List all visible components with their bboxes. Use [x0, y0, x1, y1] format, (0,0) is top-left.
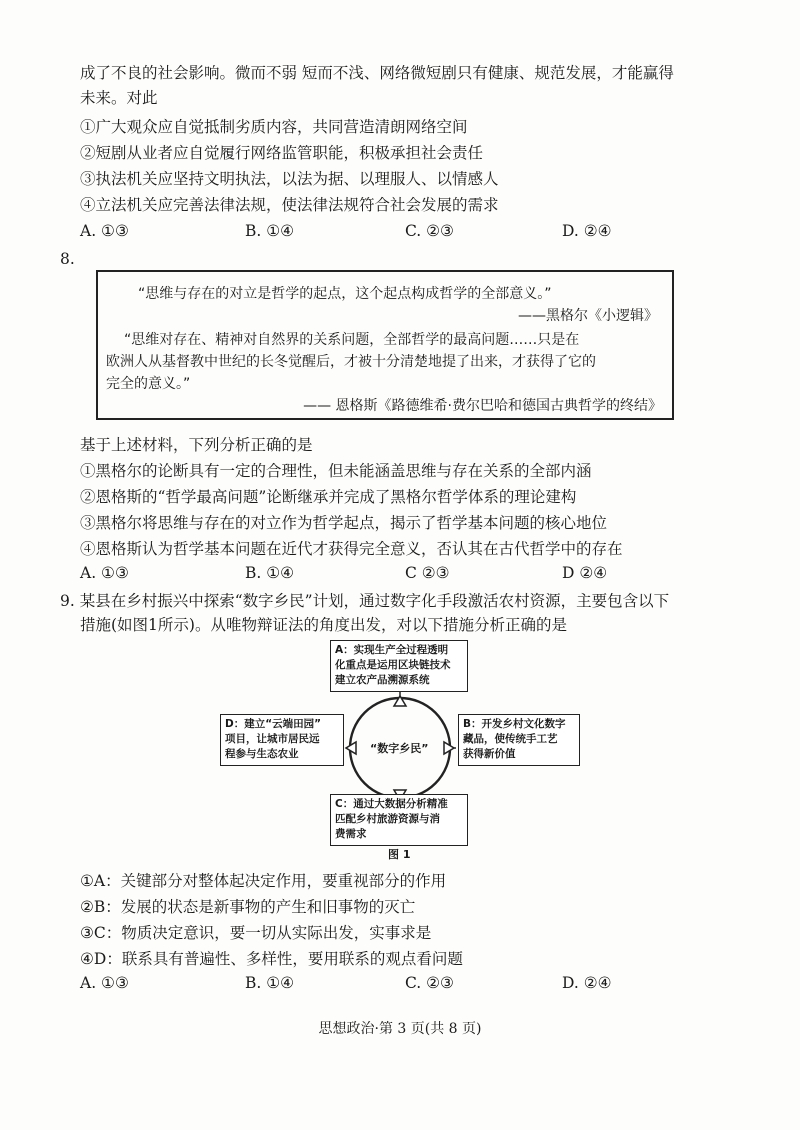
- q8-option-d: D ②④: [562, 564, 608, 582]
- q8-quote-2-line-3: 完全的意义。”: [106, 376, 191, 392]
- q8-source-2: —— 恩格斯《路德维希·费尔巴哈和德国古典哲学的终结》: [303, 398, 662, 414]
- box-a-line-1: A：实现生产全过程透明: [335, 644, 449, 656]
- box-d-line-3: 程参与生态农业: [225, 748, 299, 760]
- box-b-line-3: 获得新价值: [463, 748, 516, 760]
- q9-stem-line-2: 措施(如图1所示)。从唯物辩证法的角度出发，对以下措施分析正确的是: [80, 616, 567, 634]
- q8-option-a: A. ①③: [80, 564, 129, 582]
- q9-option-a: A. ①③: [80, 974, 129, 992]
- box-d-line-2: 项目，让城市居民远: [225, 733, 320, 745]
- q7-statement-1: ①广大观众应自觉抵制劣质内容，共同营造清朗网络空间: [80, 118, 468, 136]
- box-b-line-2: 藏品，使传统手工艺: [463, 733, 558, 745]
- q7-line-2: 未来。对此: [80, 89, 158, 107]
- q8-source-1: ——黑格尔《小逻辑》: [518, 308, 658, 324]
- box-b-line-1: B：开发乡村文化数字: [463, 718, 566, 730]
- q8-statement-3: ③黑格尔将思维与存在的对立作为哲学起点，揭示了哲学基本问题的核心地位: [80, 514, 608, 532]
- q8-statement-2: ②恩格斯的“哲学最高问题”论断继承并完成了黑格尔哲学体系的理论建构: [80, 488, 577, 506]
- q8-option-c: C ②③: [405, 564, 450, 582]
- box-a-line-3: 建立农产品溯源系统: [335, 674, 430, 686]
- q9-statement-2: ②B：发展的状态是新事物的产生和旧事物的灭亡: [80, 898, 416, 916]
- box-c-line-3: 费需求: [335, 828, 367, 840]
- box-d-line-1: D：建立“云端田园”: [225, 718, 322, 730]
- q9-statement-3: ③C：物质决定意识，要一切从实际出发，实事求是: [80, 924, 432, 942]
- q9-stem-line-1: 9. 某县在乡村振兴中探索“数字乡民”计划，通过数字化手段激活农村资源，主要包含以下: [60, 592, 670, 610]
- q9-statement-1: ①A：关键部分对整体起决定作用，要重视部分的作用: [80, 872, 447, 890]
- q8-number: 8.: [60, 250, 75, 268]
- q9-option-b: B. ①④: [245, 974, 295, 992]
- q7-option-d: D. ②④: [562, 222, 612, 240]
- q7-option-b: B. ①④: [245, 222, 295, 240]
- box-a-line-2: 化重点是运用区块链技术: [335, 659, 451, 671]
- q9-option-d: D. ②④: [562, 974, 612, 992]
- q8-quote-2-line-1: “思维对存在、精神对自然界的关系问题，全部哲学的最高问题……只是在: [124, 332, 580, 348]
- q8-statement-4: ④恩格斯认为哲学基本问题在近代才获得完全意义，否认其在古代哲学中的存在: [80, 540, 623, 558]
- q8-statement-1: ①黑格尔的论断具有一定的合理性，但未能涵盖思维与存在关系的全部内涵: [80, 462, 592, 480]
- page-footer: 思想政治·第 3 页(共 8 页): [318, 1021, 482, 1037]
- diagram-box-d: [220, 714, 344, 766]
- q8-option-b: B. ①④: [245, 564, 295, 582]
- diagram-center-label: “数字乡民”: [370, 742, 429, 755]
- q8-quote-2-line-2: 欧洲人从基督教中世纪的长冬觉醒后，才被十分清楚地提了出来，才获得了它的: [106, 354, 596, 370]
- q8-stem: 基于上述材料，下列分析正确的是: [80, 436, 313, 454]
- diagram-box-b: [458, 714, 580, 766]
- q7-line-1: 成了不良的社会影响。微而不弱 短而不浅、网络微短剧只有健康、规范发展，才能赢得: [80, 64, 674, 82]
- figure-caption: 图 1: [388, 848, 411, 861]
- diagram-box-a: [330, 640, 468, 692]
- box-c-line-2: 匹配乡村旅游资源与消: [335, 813, 440, 825]
- figure-1-diagram: [220, 640, 580, 860]
- q7-option-c: C. ②③: [405, 222, 454, 240]
- q8-quote-1: “思维与存在的对立是哲学的起点，这个起点构成哲学的全部意义。”: [138, 286, 552, 302]
- box-c-line-1: C：通过大数据分析精准: [335, 798, 448, 810]
- q7-statement-3: ③执法机关应坚持文明执法，以法为据、以理服人、以情感人: [80, 170, 499, 188]
- q8-quote-box: [96, 270, 674, 420]
- q7-statement-4: ④立法机关应完善法律法规，使法律法规符合社会发展的需求: [80, 196, 499, 214]
- q9-option-c: C. ②③: [405, 974, 454, 992]
- q7-statement-2: ②短剧从业者应自觉履行网络监管职能，积极承担社会责任: [80, 144, 484, 162]
- q7-option-a: A. ①③: [80, 222, 129, 240]
- q9-statement-4: ④D：联系具有普遍性、多样性，要用联系的观点看问题: [80, 950, 463, 968]
- diagram-box-c: [330, 794, 468, 846]
